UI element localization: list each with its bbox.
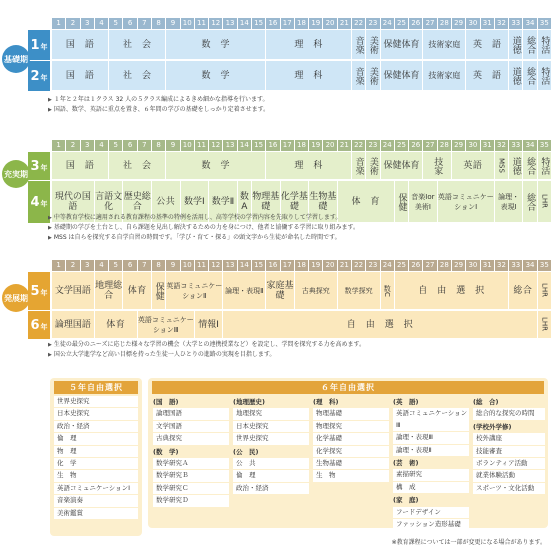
subject-cell: 生物基礎: [309, 181, 338, 223]
column-number: 35: [538, 18, 552, 29]
column-number: 30: [466, 260, 480, 271]
subject-cell: 公共: [152, 181, 181, 223]
elective-item: 古典探究: [153, 433, 229, 444]
elective-item: 構 成: [393, 482, 469, 493]
elective-group-header: (国 語): [153, 398, 179, 406]
subject-cell: 美術: [366, 152, 380, 180]
column-number: 20: [323, 18, 337, 29]
column-number: 25: [395, 18, 409, 29]
elective-group-header: (地理歴史): [233, 398, 265, 406]
elective-item: 世界史探究: [233, 433, 309, 444]
column-number: 17: [281, 140, 295, 151]
subject-cell: 総合: [509, 272, 538, 310]
subject-cell: 英 語: [466, 61, 509, 91]
elective-item: 生 物: [54, 470, 138, 481]
column-number: 13: [223, 18, 237, 29]
subject-cell: 地理総合: [95, 272, 124, 310]
column-number: 12: [209, 18, 223, 29]
elective-item: 英語コミュニケーションⅠ: [54, 483, 138, 494]
column-number: 8: [152, 18, 166, 29]
subject-cell: 理 科: [266, 61, 352, 91]
elective-item: 英語コミュニケーションⅢ: [393, 408, 469, 431]
subject-cell: 道徳: [509, 30, 523, 60]
elective-group-header: (家 庭): [393, 496, 419, 505]
column-number: 33: [509, 18, 523, 29]
subject-cell: 論理・表現Ⅱ: [223, 272, 266, 310]
elective-5th-title: ５年自由選択: [54, 381, 138, 394]
subject-cell: 化学基礎: [281, 181, 310, 223]
subject-cell: 英 語: [466, 30, 509, 60]
column-number: 12: [209, 140, 223, 151]
subject-cell: 体育: [95, 311, 138, 339]
column-number: 22: [352, 18, 366, 29]
subject-cell: 国 語: [52, 30, 109, 60]
column-number: 14: [238, 18, 252, 29]
column-number: 30: [466, 18, 480, 29]
column-number: 15: [252, 260, 266, 271]
column-number: 24: [381, 260, 395, 271]
elective-group-header: (公 民): [233, 447, 259, 456]
subject-cell: 体育: [123, 272, 152, 310]
column-number: 26: [409, 140, 423, 151]
column-number: 35: [538, 140, 552, 151]
elective-group-header: (理 科): [313, 398, 339, 406]
column-number: 20: [323, 260, 337, 271]
elective-item: 数学研究Ｄ: [153, 495, 229, 506]
timetable-row: [52, 30, 552, 60]
year-label: [28, 272, 50, 310]
subject-cell: 美術: [366, 30, 380, 60]
column-number: 18: [295, 18, 309, 29]
elective-6th-column: [313, 396, 389, 483]
subject-cell: 総合: [523, 181, 537, 223]
column-number: 34: [523, 140, 537, 151]
column-number: 13: [223, 260, 237, 271]
column-number: 21: [338, 140, 352, 151]
subject-cell: 保健体育: [381, 61, 424, 91]
year-number: 4: [30, 194, 40, 210]
subject-cell: 英語コミュニケーションⅡ: [166, 272, 223, 310]
elective-item: 論理・表現Ⅱ: [393, 445, 469, 456]
column-number: 11: [195, 260, 209, 271]
elective-item: フードデザイン: [393, 507, 469, 518]
column-number: 34: [523, 18, 537, 29]
subject-cell: 総合: [523, 152, 537, 180]
column-number: 11: [195, 140, 209, 151]
column-number: 1: [52, 140, 66, 151]
column-number: 4: [95, 18, 109, 29]
subject-cell: 特活: [538, 152, 552, 180]
column-number: 4: [95, 260, 109, 271]
elective-item: 文学国語: [153, 421, 229, 432]
year-number: 3: [30, 158, 40, 174]
timetable-row: [52, 61, 552, 91]
column-number: 1: [52, 260, 66, 271]
column-number: 15: [252, 140, 266, 151]
column-number: 17: [281, 260, 295, 271]
column-number: 8: [152, 140, 166, 151]
subject-cell: 古典探究: [295, 272, 338, 310]
elective-item: 日本史探究: [233, 421, 309, 432]
column-number: 16: [266, 260, 280, 271]
elective-6th-title: ６年自由選択: [152, 381, 544, 394]
timetable-row: [52, 272, 552, 310]
column-number: 28: [438, 140, 452, 151]
elective-item: 論理国語: [153, 408, 229, 419]
subject-cell: 数学Ⅱ: [209, 181, 238, 223]
subject-cell: 社 会: [109, 152, 166, 180]
subject-cell: 英語: [452, 152, 495, 180]
elective-6th-column: [153, 396, 229, 508]
year-suffix: 年: [40, 74, 48, 82]
subject-cell: 家庭基礎: [266, 272, 295, 310]
year-number: 1: [30, 37, 40, 53]
column-number: 6: [123, 260, 137, 271]
subject-cell: 技家: [423, 152, 452, 180]
elective-item: 日本史探究: [54, 408, 138, 419]
elective-group-header: (芸 術): [393, 459, 419, 468]
column-number-row: [52, 18, 552, 29]
column-number: 30: [466, 140, 480, 151]
elective-item: 化学基礎: [313, 433, 389, 444]
year-number: 6: [30, 317, 40, 333]
elective-item: 政治・経済: [233, 483, 309, 494]
timetable-row: [52, 311, 552, 339]
column-number: 2: [66, 140, 80, 151]
column-number: 29: [452, 18, 466, 29]
column-number: 24: [381, 140, 395, 151]
elective-item: 倫 理: [233, 470, 309, 481]
elective-item: 生 物: [313, 470, 389, 481]
subject-cell: 社 会: [109, 30, 166, 60]
timetable-row: [52, 152, 552, 180]
subject-cell: 音楽: [352, 30, 366, 60]
subject-cell: 自 由 選 択: [223, 311, 537, 339]
subject-cell: 道徳: [509, 61, 523, 91]
subject-cell: 音楽Ⅰor美術Ⅰ: [409, 181, 438, 223]
subject-cell: 物理基礎: [252, 181, 281, 223]
elective-item: 論理・表現Ⅲ: [393, 432, 469, 443]
subject-cell: 数 学: [166, 152, 266, 180]
elective-item: 音楽演奏: [54, 495, 138, 506]
column-number: 2: [66, 18, 80, 29]
subject-cell: 総合: [523, 30, 537, 60]
subject-cell: LHR: [538, 272, 552, 310]
elective-item: 生物基礎: [313, 458, 389, 469]
elective-item: 化学探究: [313, 446, 389, 457]
section-notes: [48, 95, 538, 115]
column-number: 18: [295, 260, 309, 271]
subject-cell: 技術家庭: [423, 61, 466, 91]
elective-item: ボランティア活動: [473, 458, 545, 469]
subject-cell: 保健: [395, 181, 409, 223]
elective-item: 校外講座: [473, 433, 545, 444]
column-number: 6: [123, 140, 137, 151]
subject-cell: 技術家庭: [423, 30, 466, 60]
column-number: 31: [481, 260, 495, 271]
elective-item: 倫 理: [54, 433, 138, 444]
column-number: 23: [366, 260, 380, 271]
column-number: 7: [138, 18, 152, 29]
year-suffix: 年: [40, 43, 48, 51]
column-number: 34: [523, 260, 537, 271]
note-line: ▶ 生徒の最分のニーズに応じた様々な学習の機会（大学との連携授業など）を設定し、学問を探究する力を高めます。: [48, 340, 538, 350]
elective-6th-column: [233, 396, 309, 495]
subject-cell: 体 育: [338, 181, 395, 223]
subject-cell: 理 科: [266, 30, 352, 60]
column-number: 16: [266, 18, 280, 29]
subject-cell: 論理・表現Ⅰ: [495, 181, 524, 223]
elective-item: 技能審査: [473, 446, 545, 457]
column-number: 8: [152, 260, 166, 271]
subject-cell: 数C: [381, 272, 395, 310]
column-number: 32: [495, 140, 509, 151]
column-number: 23: [366, 140, 380, 151]
footnote: ※教育課程については一部が変更になる場合があります。: [391, 539, 546, 546]
note-line: ▶ 国公立大学進学など高い目標を持った生徒一人ひとりの進路の実現を目指します。: [48, 350, 538, 360]
column-number: 1: [52, 18, 66, 29]
column-number: 7: [138, 260, 152, 271]
column-number: 28: [438, 260, 452, 271]
column-number: 19: [309, 140, 323, 151]
subject-cell: 特活: [538, 30, 552, 60]
year-label: [28, 30, 50, 60]
column-number: 23: [366, 18, 380, 29]
section-notes: [48, 340, 538, 360]
column-number: 5: [109, 140, 123, 151]
elective-5th-list: [54, 396, 138, 520]
elective-item: 公 共: [233, 458, 309, 469]
column-number: 26: [409, 260, 423, 271]
column-number: 24: [381, 18, 395, 29]
subject-cell: 情報Ⅰ: [195, 311, 224, 339]
elective-item: 数学研究Ｃ: [153, 483, 229, 494]
column-number: 10: [181, 260, 195, 271]
subject-cell: 社 会: [109, 61, 166, 91]
column-number: 32: [495, 18, 509, 29]
elective-item: 化 学: [54, 458, 138, 469]
subject-cell: LHR: [538, 181, 552, 223]
note-line: ▶ １年と２年は１クラス 32 人の５クラス編成によるきめ細かな指導を行います。: [48, 95, 538, 105]
subject-cell: 文学国語: [52, 272, 95, 310]
subject-cell: 特活: [538, 61, 552, 91]
subject-cell: 数 学: [166, 61, 266, 91]
column-number: 5: [109, 18, 123, 29]
elective-item: 地理探究: [233, 408, 309, 419]
subject-cell: 現代の国語: [52, 181, 95, 223]
phase-badge: 基礎期: [2, 45, 30, 73]
subject-cell: 音楽: [352, 152, 366, 180]
subject-cell: 国 語: [52, 152, 109, 180]
elective-item: 数学研究Ｂ: [153, 470, 229, 481]
subject-cell: 総合: [523, 61, 537, 91]
year-number: 2: [30, 68, 40, 84]
elective-item: 政治・経済: [54, 421, 138, 432]
column-number: 35: [538, 260, 552, 271]
year-suffix: 年: [40, 323, 48, 331]
column-number: 12: [209, 260, 223, 271]
subject-cell: 音楽: [352, 61, 366, 91]
note-line: ▶ 国語、数学、英語に重点を置き、６年間の学びの基礎をしっかり定着させます。: [48, 105, 538, 115]
column-number: 2: [66, 260, 80, 271]
elective-item: 物 理: [54, 446, 138, 457]
elective-item: 世界史探究: [54, 396, 138, 407]
column-number: 7: [138, 140, 152, 151]
elective-item: ファッション造形基礎: [393, 519, 469, 530]
elective-item: スポーツ・文化活動: [473, 483, 545, 494]
column-number: 15: [252, 18, 266, 29]
subject-cell: 言語文化: [95, 181, 124, 223]
year-label: [28, 152, 50, 180]
column-number: 20: [323, 140, 337, 151]
subject-cell: 美術: [366, 61, 380, 91]
elective-6th-column: [393, 396, 469, 531]
column-number: 11: [195, 18, 209, 29]
column-number: 13: [223, 140, 237, 151]
note-line: ▶ 中等教育学校に適用される教育課程の基準の特例を活用し、高等学校の学習内容を先取りして学習します。: [48, 213, 538, 223]
column-number: 19: [309, 18, 323, 29]
year-number: 5: [30, 283, 40, 299]
column-number: 14: [238, 260, 252, 271]
column-number: 27: [423, 18, 437, 29]
column-number: 29: [452, 260, 466, 271]
subject-cell: 数 学: [166, 30, 266, 60]
column-number: 3: [81, 18, 95, 29]
subject-cell: 保健体育: [381, 152, 424, 180]
subject-cell: 道徳: [509, 152, 523, 180]
elective-group-header: (数 学): [153, 447, 179, 456]
column-number: 18: [295, 140, 309, 151]
column-number: 25: [395, 260, 409, 271]
elective-group-header: (英 語): [393, 398, 419, 406]
column-number: 16: [266, 140, 280, 151]
subject-cell: [295, 272, 381, 310]
column-number: 6: [123, 18, 137, 29]
subject-cell: 保健体育: [381, 30, 424, 60]
column-number: 22: [352, 260, 366, 271]
year-label: [28, 61, 50, 91]
subject-cell: MSS: [495, 152, 509, 180]
year-suffix: 年: [40, 200, 48, 208]
column-number: 27: [423, 260, 437, 271]
subject-cell: 理 科: [266, 152, 352, 180]
column-number: 32: [495, 260, 509, 271]
column-number: 28: [438, 18, 452, 29]
subject-cell: 英語コミュニケーションⅢ: [138, 311, 195, 339]
column-number: 33: [509, 260, 523, 271]
column-number: 3: [81, 260, 95, 271]
subject-cell: 歴史総合: [123, 181, 152, 223]
column-number: 9: [166, 18, 180, 29]
column-number-row: [52, 260, 552, 271]
column-number: 5: [109, 260, 123, 271]
column-number: 9: [166, 140, 180, 151]
year-suffix: 年: [40, 289, 48, 297]
elective-item: 就業体験活動: [473, 470, 545, 481]
subject-cell: 論理国語: [52, 311, 95, 339]
section-notes: [48, 213, 538, 243]
subject-cell: 数A: [238, 181, 252, 223]
elective-item: 物理基礎: [313, 408, 389, 419]
note-line: ▶ MSS は自らを探究する自学自習の時間です。「学び・育て・探る」の頭文字から生徒が命名した時間です。: [48, 233, 538, 243]
elective-item: 数学研究Ａ: [153, 458, 229, 469]
subject-cell: 自 由 選 択: [395, 272, 509, 310]
column-number: 22: [352, 140, 366, 151]
column-number: 29: [452, 140, 466, 151]
column-number: 21: [338, 18, 352, 29]
column-number: 14: [238, 140, 252, 151]
elective-item: 美術鑑賞: [54, 508, 138, 519]
column-number: 4: [95, 140, 109, 151]
column-number: 17: [281, 18, 295, 29]
subject-cell: 保健: [152, 272, 166, 310]
year-label: [28, 181, 50, 223]
column-number-row: [52, 140, 552, 151]
column-number: 31: [481, 140, 495, 151]
note-line: ▶ 基礎期の学びを土台とし、自ら課題を見出し解決するための力を身につけ、他者と協働する学習に取り組みます。: [48, 223, 538, 233]
column-number: 19: [309, 260, 323, 271]
column-number: 25: [395, 140, 409, 151]
year-label: [28, 311, 50, 339]
phase-badge: 発展期: [2, 284, 30, 312]
column-number: 21: [338, 260, 352, 271]
subject-cell: 数学探究: [338, 272, 381, 310]
column-number: 10: [181, 18, 195, 29]
subject-cell: LHR: [538, 311, 552, 339]
column-number: 26: [409, 18, 423, 29]
subject-cell: 数学Ⅰ: [181, 181, 210, 223]
elective-group-header: (総 合): [473, 398, 499, 406]
elective-item: 素描研究: [393, 469, 469, 480]
elective-group-header: (学校外学修): [473, 422, 512, 431]
subject-cell: 英語コミュニケーションⅠ: [438, 181, 495, 223]
column-number: 31: [481, 18, 495, 29]
column-number: 27: [423, 140, 437, 151]
column-number: 3: [81, 140, 95, 151]
column-number: 10: [181, 140, 195, 151]
year-suffix: 年: [40, 164, 48, 172]
column-number: 9: [166, 260, 180, 271]
elective-6th-column: [473, 396, 545, 495]
column-number: 33: [509, 140, 523, 151]
elective-item: 物理探究: [313, 421, 389, 432]
subject-cell: 国 語: [52, 61, 109, 91]
phase-badge: 充実期: [2, 160, 30, 188]
elective-item: 総合的な探究の時間: [473, 408, 545, 419]
